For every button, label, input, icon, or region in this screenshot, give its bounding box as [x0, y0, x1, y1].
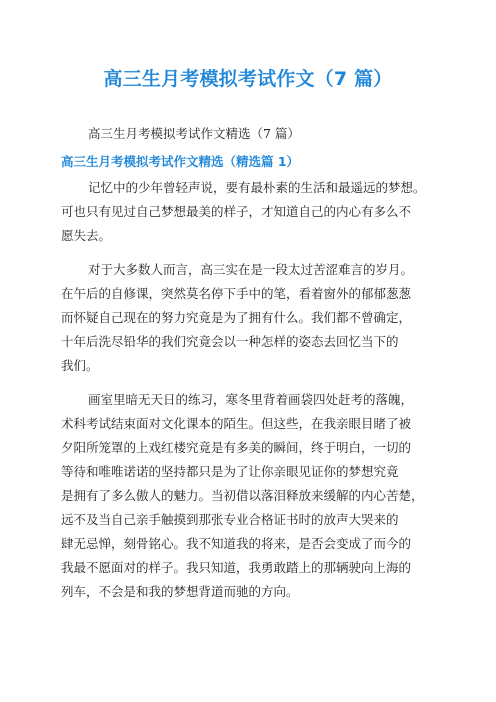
paragraph-2-line-3: 而怀疑自己现在的努力究竟是为了拥有什么。我们都不曾确定，	[61, 310, 412, 325]
paragraph-3-line-5: 是拥有了多么傲人的魅力。当初借以落泪释放来缓解的内心苦楚，	[61, 488, 424, 503]
paragraph-1-line-3: 愿失去。	[61, 228, 112, 243]
paragraph-3-line-4: 等待和唯唯诺诺的坚持都只是为了让你亲眼见证你的梦想究竟	[61, 464, 399, 479]
paragraph-3-line-9: 列车，不会是和我的梦想背道而驰的方向。	[61, 584, 299, 599]
paragraph-2-line-4: 十年后洗尽铅华的我们究竟会以一种怎样的姿态去回忆当下的	[61, 334, 399, 349]
paragraph-2-line-5: 我们。	[61, 358, 99, 373]
paragraph-3-line-1: 画室里暗无天日的练习，寒冬里背着画袋四处赶考的落魄，	[88, 392, 414, 407]
paragraph-2-line-2: 在午后的自修课，突然莫名停下手中的笔，看着窗外的郁郁葱葱	[61, 286, 412, 301]
paragraph-3-line-8: 我最不愿面对的样子。我只知道，我勇敢踏上的那辆驶向上海的	[61, 560, 412, 575]
paragraph-3-line-2: 术科考试结束面对文化课本的陌生。但这些，在我亲眼目睹了被	[61, 416, 412, 431]
document-title: 高三生月考模拟考试作文（7 篇）	[103, 68, 393, 90]
paragraph-2-line-1: 对于大多数人而言，高三实在是一段太过苦涩难言的岁月。	[88, 262, 414, 277]
paragraph-1-line-2: 可也只有见过自己梦想最美的样子，才知道自己的内心有多么不	[61, 204, 412, 219]
paragraph-3-line-6: 远不及当自己亲手触摸到那张专业合格证书时的放声大哭来的	[61, 512, 399, 527]
paragraph-3-line-3: 夕阳所笼罩的上戏红楼究竟是有多美的瞬间，终于明白，一切的	[61, 440, 412, 455]
section-heading: 高三生月考模拟考试作文精选（精选篇 1）	[61, 154, 300, 169]
paragraph-1-line-1: 记忆中的少年曾轻声说，要有最朴素的生活和最遥远的梦想。	[88, 180, 426, 195]
paragraph-3-line-7: 肆无忌惮，刻骨铭心。我不知道我的将来，是否会变成了而今的	[61, 536, 412, 551]
document-subtitle: 高三生月考模拟考试作文精选（7 篇）	[88, 126, 300, 141]
